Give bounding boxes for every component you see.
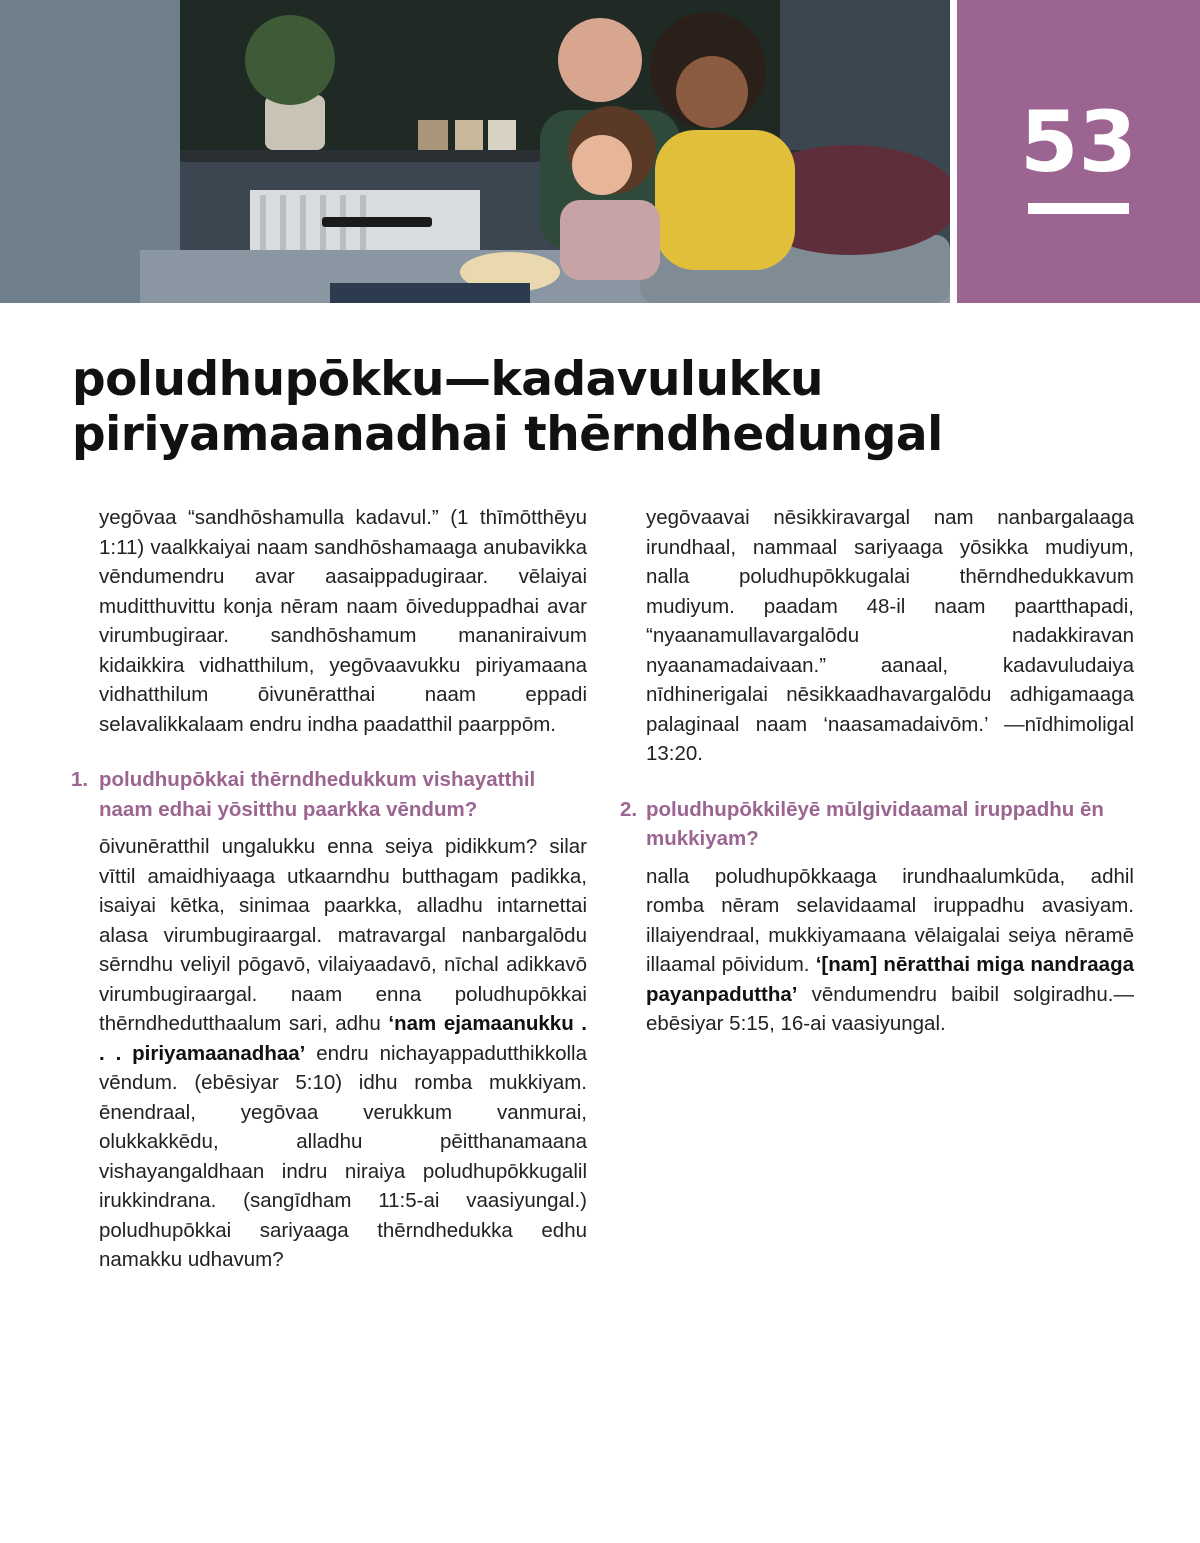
left-column bbox=[71, 503, 587, 1275]
answer-1-text-a: ōivunēratthil ungalukku enna seiya pidikkum? silar vīttil amaidhiyaaga utkaarndhu butthagam padikka, isaiyai kētka, sinimaa paarkka, alladhu intarnettai alasa virumbugiraargal. matravargal nanbargalōdu sērndhu veliyil pōgavō, vilaiyaadavō, nīchal adikkavō virumbugiraargal. naam enna poludhupōkkai thērndhedutthaalum sari, adhu bbox=[99, 835, 587, 1035]
question-1 bbox=[71, 765, 587, 824]
intro-paragraph: yegōvaa “sandhōshamulla kadavul.” (1 thīmōtthēyu 1:11) vaalkkaiyai naam sandhōshamaaga anubavikka vēndumendru avar aasaippadugiraar. vēlaiyai muditthuvittu konja nēram naam ōiveduppadhai avar virumbugiraar. sandhōshamum mananiraivum kidaikkira vidhatthilum, yegōvaavukku piriyamaana vidhatthilum ōivunēratthai naam eppadi selavalikkalaam endru indha paadatthil paarppōm. bbox=[99, 506, 587, 736]
title-line-2: piriyamaanadhai thērndhedungal bbox=[72, 407, 943, 462]
question-2-text: poludhupōkkilēyē mūlgividaamal iruppadhu ēn mukkiyam? bbox=[646, 797, 1104, 850]
lesson-number-underline bbox=[1028, 203, 1129, 214]
answer-2-scripture-emphasis: ‘[nam] nēratthai miga nandraaga payanpaduttha’ bbox=[646, 953, 1134, 1006]
answer-2-paragraph bbox=[646, 862, 1134, 1039]
question-1-number: 1. bbox=[71, 768, 89, 791]
right-column bbox=[620, 503, 1134, 1039]
answer-2-text-b: vēndumendru baibil solgiradhu.—ebēsiyar 5:15, 16-ai vaasiyungal. bbox=[646, 982, 1134, 1035]
page-title bbox=[72, 352, 1132, 462]
answer-2-text-a: nalla poludhupōkkaaga irundhaalumkūda, adhil romba nēram selavidaamal iruppadhu avasiyam. illaiyendraal, mukkiyamaana vēlaigalai seiya nēramē illaamal pōividum. bbox=[646, 864, 1134, 976]
family-watching-tv-photo bbox=[0, 0, 950, 303]
question-2 bbox=[620, 795, 1134, 854]
answer-1-scripture-emphasis: ‘nam ejamaanukku . . . piriyamaanadhaa’ bbox=[99, 1012, 587, 1065]
photo-illustration bbox=[0, 0, 950, 303]
answer-1-text-b: endru nichayappadutthikkolla vēndum. (ebēsiyar 5:10) idhu romba mukkiyam. ēnendraal, yegōvaa verukkum vanmurai, olukkakkēdu, alladhu pēitthanamaana vishayangaldhaan indru niraiya poludhupōkkugalil irukkindrana. (sangīdham 11:5-ai vaasiyungal.) poludhupōkkai sariyaaga thērndhedukka edhu namakku udhavum? bbox=[99, 1041, 587, 1271]
lesson-number: 53 bbox=[1020, 93, 1137, 191]
question-1-text: poludhupōkkai thērndhedukkum vishayatthil naam edhai yōsitthu paarkka vēndum? bbox=[99, 768, 536, 821]
lesson-number-box bbox=[957, 0, 1200, 303]
answer-1-paragraph bbox=[99, 832, 587, 1275]
title-line-1: poludhupōkku—kadavulukku bbox=[72, 352, 823, 407]
right-intro-paragraph: yegōvaavai nēsikkiravargal nam nanbargalaaga irundhaal, nammaal sariyaaga yōsikka mudiyum, nalla poludhupōkkugalai thērndhedukkavum mudiyum. paadam 48-il naam paartthapadi, “nyaanamullavargalōdu nadakkiravan nyaanamadaivaan.” aanaal, kadavuludaiya nīdhinerigalai nēsikkaadhavargalōdu adhigamaaga palaginaal naam ‘naasamadaivōm.’ —nīdhimoligal 13:20. bbox=[646, 506, 1134, 765]
question-2-number: 2. bbox=[620, 797, 638, 821]
